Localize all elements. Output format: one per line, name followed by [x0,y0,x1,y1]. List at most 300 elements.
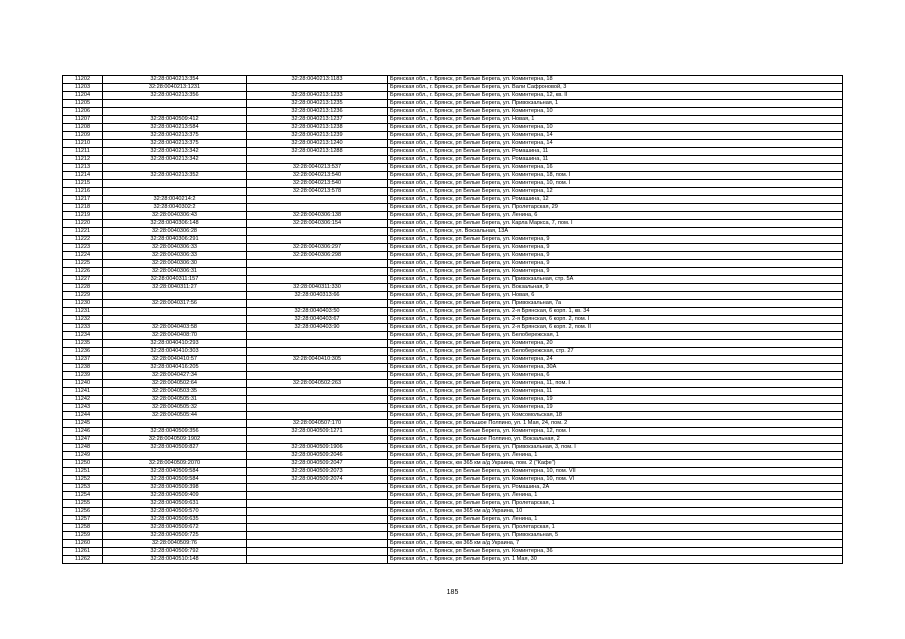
row-number-cell: 11213 [63,164,103,172]
address-cell: Брянская обл., г. Брянск, рп Белые Берега, ул. 1 Мая, 30 [388,556,843,564]
table-row [63,164,843,172]
table-row [63,116,843,124]
cadastral-number-building-cell: 32:28:0040509:2046 [247,452,388,460]
row-number-cell: 11205 [63,100,103,108]
cadastral-number-land-cell: 32:28:0040509:672 [103,524,247,532]
table-row [63,412,843,420]
cadastral-number-building-cell: 32:28:0040213:1236 [247,108,388,116]
cadastral-number-land-cell: 32:28:0040213:1231 [103,84,247,92]
row-number-cell: 11250 [63,460,103,468]
table-row [63,156,843,164]
cadastral-number-building-cell: 32:28:0040213:1239 [247,132,388,140]
cadastral-number-land-cell: 32:28:0040302:2 [103,204,247,212]
cadastral-number-land-cell: 32:28:0040505:32 [103,404,247,412]
table-row [63,516,843,524]
table-row [63,212,843,220]
cadastral-number-building-cell: 32:28:0040306:298 [247,252,388,260]
cadastral-number-land-cell: 32:28:0040213:375 [103,132,247,140]
table-row [63,396,843,404]
address-cell: Брянская обл., г. Брянск, рп Белые Берега, ул. Коминтерна, 12, пом. I [388,428,843,436]
table-row [63,548,843,556]
table-row [63,236,843,244]
address-cell: Брянская обл., г. Брянск, рп Белые Берега, ул. Вокзальная, 9 [388,284,843,292]
address-cell: Брянская обл., г. Брянск, ул. Вокзальная, 13А [388,228,843,236]
cadastral-number-building-cell [247,196,388,204]
row-number-cell: 11215 [63,180,103,188]
row-number-cell: 11241 [63,388,103,396]
cadastral-number-building-cell: 32:28:0040213:540 [247,180,388,188]
address-cell: Брянская обл., г. Брянск, рп Белые Берега, ул. Привокзальная, 5 [388,532,843,540]
cadastral-number-building-cell: 32:28:0040213:1183 [247,76,388,84]
cadastral-number-land-cell: 32:28:0040509:356 [103,428,247,436]
address-cell: Брянская обл., г. Брянск, рп Большое Полпино, ул. 1 Мая, 24, пом. 2 [388,420,843,428]
address-cell: Брянская обл., г. Брянск, рп Белые Берега, ул. Комсомольская, 18 [388,412,843,420]
cadastral-number-land-cell: 32:28:0040416:205 [103,364,247,372]
row-number-cell: 11203 [63,84,103,92]
address-cell: Брянская обл., г. Брянск, рп Белые Берега, ул. Привокзальная, стр. 5А [388,276,843,284]
address-cell: Брянская обл., г. Брянск, рп Белые Берега, ул. Ромашина, 2А [388,484,843,492]
cadastral-number-land-cell: 32:28:0040503:35 [103,388,247,396]
address-cell: Брянская обл., г. Брянск, рп Большое Полпино, ул. Вокзальная, 2 [388,436,843,444]
table-row [63,556,843,564]
address-cell: Брянская обл., г. Брянск, рп Белые Берега, ул. Коминтерна, 10 [388,108,843,116]
cadastral-number-building-cell [247,500,388,508]
cadastral-number-building-cell: 32:28:0040507:170 [247,420,388,428]
row-number-cell: 11237 [63,356,103,364]
table-row [63,220,843,228]
cadastral-number-building-cell [247,332,388,340]
table-row [63,332,843,340]
row-number-cell: 11207 [63,116,103,124]
table-row [63,92,843,100]
cadastral-number-land-cell: 32:28:0040509:412 [103,116,247,124]
table-row [63,316,843,324]
row-number-cell: 11252 [63,476,103,484]
cadastral-number-building-cell [247,84,388,92]
row-number-cell: 11226 [63,268,103,276]
table-row [63,188,843,196]
address-cell: Брянская обл., г. Брянск, рп Белые Берега, ул. Коминтерна, 9 [388,244,843,252]
cadastral-number-building-cell [247,276,388,284]
table-row [63,292,843,300]
table-row [63,460,843,468]
cadastral-number-land-cell: 32:28:0040213:342 [103,148,247,156]
cadastral-number-land-cell: 32:28:0040213:584 [103,124,247,132]
table-row [63,340,843,348]
cadastral-number-land-cell: 32:28:0040509:409 [103,492,247,500]
table-row [63,276,843,284]
table-row [63,372,843,380]
row-number-cell: 11256 [63,508,103,516]
cadastral-number-building-cell [247,556,388,564]
cadastral-number-land-cell: 32:28:0040306:28 [103,228,247,236]
cadastral-number-land-cell: 32:28:0040509:827 [103,444,247,452]
cadastral-number-building-cell [247,364,388,372]
address-cell: Брянская обл., г. Брянск, рп Белые Берега, ул. Коминтерна, 18 [388,76,843,84]
cadastral-number-land-cell: 32:28:0040410:303 [103,348,247,356]
cadastral-number-land-cell: 32:28:0040306:148 [103,220,247,228]
cadastral-number-land-cell [103,100,247,108]
row-number-cell: 11223 [63,244,103,252]
table-row [63,356,843,364]
row-number-cell: 11230 [63,300,103,308]
table-row [63,524,843,532]
row-number-cell: 11246 [63,428,103,436]
cadastral-number-building-cell [247,436,388,444]
row-number-cell: 11218 [63,204,103,212]
row-number-cell: 11260 [63,540,103,548]
cadastral-number-land-cell [103,180,247,188]
table-row [63,228,843,236]
address-cell: Брянская обл., г. Брянск, рп Белые Берега, ул. Коминтерна, 10, пом. I [388,180,843,188]
table-row [63,244,843,252]
table-row [63,180,843,188]
cadastral-number-building-cell: 32:28:0040306:297 [247,244,388,252]
address-cell: Брянская обл., г. Брянск, рп Белые Берега, ул. Коминтерна, 10, пом. VI [388,476,843,484]
cadastral-number-land-cell: 32:28:0040510:148 [103,556,247,564]
cadastral-number-land-cell: 32:28:0040505:44 [103,412,247,420]
cadastral-number-building-cell: 32:28:0040509:2073 [247,468,388,476]
table-row [63,420,843,428]
cadastral-number-building-cell: 32:28:0040311:330 [247,284,388,292]
row-number-cell: 11248 [63,444,103,452]
address-cell: Брянская обл., г. Брянск, рп Белые Берега, ул. Коминтерна, 12, кв. II [388,92,843,100]
row-number-cell: 11234 [63,332,103,340]
address-cell: Брянская обл., г. Брянск, рп Белые Берега, ул. 2-я Брянская, 6 корп. 1, кв. 34 [388,308,843,316]
row-number-cell: 11231 [63,308,103,316]
cadastral-number-building-cell [247,516,388,524]
cadastral-number-building-cell: 32:28:0040213:1288 [247,148,388,156]
table-row [63,476,843,484]
page-number: 185 [446,589,459,596]
cadastral-number-building-cell: 32:28:0040509:2074 [247,476,388,484]
table-row [63,300,843,308]
cadastral-number-land-cell: 32:28:0040213:352 [103,172,247,180]
table-row [63,540,843,548]
table-row [63,388,843,396]
cadastral-number-land-cell: 32:28:0040509:584 [103,476,247,484]
address-cell: Брянская обл., г. Брянск, рп Белые Берега, ул. Коминтерна, 10, пом. VII [388,468,843,476]
cadastral-number-land-cell [103,308,247,316]
address-cell: Брянская обл., г. Брянск, рп Белые Берега, ул. Белобережская, 1 [388,332,843,340]
row-number-cell: 11261 [63,548,103,556]
table-row [63,252,843,260]
table-row [63,76,843,84]
row-number-cell: 11222 [63,236,103,244]
address-cell: Брянская обл., г. Брянск, рп Белые Берега, ул. Белобережская, стр. 27 [388,348,843,356]
cadastral-number-building-cell: 32:28:0040502:263 [247,380,388,388]
cadastral-number-building-cell [247,404,388,412]
row-number-cell: 11258 [63,524,103,532]
row-number-cell: 11257 [63,516,103,524]
row-number-cell: 11254 [63,492,103,500]
cadastral-number-building-cell [247,340,388,348]
address-cell: Брянская обл., г. Брянск, рп Белые Берега, ул. Новая, 6 [388,292,843,300]
cadastral-number-building-cell [247,348,388,356]
table-row [63,348,843,356]
table-row [63,196,843,204]
table-row [63,428,843,436]
address-cell: Брянская обл., г. Брянск, рп Белые Берега, ул. Новая, 1 [388,116,843,124]
cadastral-number-land-cell: 32:28:0040509:635 [103,516,247,524]
address-cell: Брянская обл., г. Брянск, рп Белые Берега, ул. Коминтерна, 12 [388,188,843,196]
address-cell: Брянская обл., г. Брянск, рп Белые Берега, ул. Коминтерна, 18, пом. I [388,172,843,180]
row-number-cell: 11209 [63,132,103,140]
cadastral-number-building-cell: 32:28:0040213:537 [247,164,388,172]
cadastral-number-land-cell: 32:28:0040213:354 [103,76,247,84]
row-number-cell: 11212 [63,156,103,164]
row-number-cell: 11228 [63,284,103,292]
cadastral-number-building-cell: 32:28:0040213:1233 [247,92,388,100]
cadastral-number-building-cell: 32:28:0040213:1238 [247,124,388,132]
row-number-cell: 11204 [63,92,103,100]
cadastral-number-building-cell [247,508,388,516]
table-row [63,260,843,268]
address-cell: Брянская обл., г. Брянск, рп Белые Берега, ул. Пролетарская, 1 [388,524,843,532]
row-number-cell: 11243 [63,404,103,412]
row-number-cell: 11253 [63,484,103,492]
row-number-cell: 11255 [63,500,103,508]
cadastral-number-building-cell: 32:28:0040509:2047 [247,460,388,468]
cadastral-number-land-cell: 32:28:0040311:157 [103,276,247,284]
row-number-cell: 11229 [63,292,103,300]
cadastral-number-land-cell: 32:28:0040509:584 [103,468,247,476]
row-number-cell: 11259 [63,532,103,540]
address-cell: Брянская обл., г. Брянск, рп Белые Берега, ул. Коминтерна, 19 [388,404,843,412]
cadastral-number-building-cell [247,396,388,404]
row-number-cell: 11249 [63,452,103,460]
cadastral-number-land-cell: 32:28:0040509:792 [103,548,247,556]
table-row [63,508,843,516]
cadastral-number-land-cell: 32:28:0040502:64 [103,380,247,388]
cadastral-number-building-cell [247,492,388,500]
cadastral-number-land-cell: 32:28:0040306:31 [103,268,247,276]
row-number-cell: 11232 [63,316,103,324]
address-cell: Брянская обл., г. Брянск, рп Белые Берега, ул. Коминтерна, 9 [388,260,843,268]
row-number-cell: 11217 [63,196,103,204]
address-cell: Брянская обл., г. Брянск, рп Белые Берега, ул. Ленина, 1 [388,452,843,460]
cadastral-number-land-cell: 32:28:0040509:76 [103,540,247,548]
cadastral-number-building-cell [247,236,388,244]
cadastral-number-building-cell: 32:28:0040306:154 [247,220,388,228]
row-number-cell: 11238 [63,364,103,372]
cadastral-number-land-cell: 32:28:0040311:27 [103,284,247,292]
table-row [63,324,843,332]
cadastral-number-building-cell: 32:28:0040410:305 [247,356,388,364]
row-number-cell: 11219 [63,212,103,220]
address-cell: Брянская обл., г. Брянск, рп Белые Берега, ул. Коминтерна, 36 [388,548,843,556]
address-cell: Брянская обл., г. Брянск, рп Белые Берега, ул. Коминтерна, 30А [388,364,843,372]
cadastral-number-land-cell [103,108,247,116]
row-number-cell: 11244 [63,412,103,420]
address-cell: Брянская обл., г. Брянск, рп Белые Берега, ул. Коминтерна, 14 [388,132,843,140]
cadastral-number-building-cell: 32:28:0040313:66 [247,292,388,300]
address-cell: Брянская обл., г. Брянск, рп Белые Берега, ул. Ленина, 6 [388,212,843,220]
cadastral-number-building-cell: 32:28:0040403:90 [247,324,388,332]
address-cell: Брянская обл., г. Брянск, рп Белые Берега, ул. Привокзальная, 7а [388,300,843,308]
cadastral-number-land-cell: 32:28:0040410:293 [103,340,247,348]
row-number-cell: 11240 [63,380,103,388]
cadastral-number-building-cell: 32:28:0040403:50 [247,308,388,316]
address-cell: Брянская обл., г. Брянск, рп Белые Берега, ул. Ленина, 1 [388,492,843,500]
row-number-cell: 11239 [63,372,103,380]
register-table-body [63,76,843,564]
address-cell: Брянская обл., г. Брянск, рп Белые Берега, ул. Коминтерна, 24 [388,356,843,364]
cadastral-number-land-cell: 32:28:0040213:342 [103,156,247,164]
cadastral-number-land-cell: 32:28:0040306:291 [103,236,247,244]
cadastral-number-land-cell: 32:28:0040408:70 [103,332,247,340]
cadastral-number-land-cell: 32:28:0040427:34 [103,372,247,380]
row-number-cell: 11210 [63,140,103,148]
cadastral-number-land-cell: 32:28:0040509:570 [103,508,247,516]
address-cell: Брянская обл., г. Брянск, рп Белые Берега, ул. Коминтерна, 11 [388,388,843,396]
table-row [63,492,843,500]
cadastral-number-land-cell [103,292,247,300]
table-row [63,124,843,132]
cadastral-number-land-cell: 32:28:0040509:398 [103,484,247,492]
address-cell: Брянская обл., г. Брянск, рп Белые Берега, ул. Карла Маркса, 7, пом. I [388,220,843,228]
address-cell: Брянская обл., г. Брянск, рп Белые Берега, ул. 2-я Брянская, 6 корп. 2, пом. II [388,324,843,332]
row-number-cell: 11233 [63,324,103,332]
address-cell: Брянская обл., г. Брянск, рп Белые Берега, ул. Коминтерна, 14 [388,140,843,148]
address-cell: Брянская обл., г. Брянск, рп Белые Берега, ул. Коминтерна, 9 [388,268,843,276]
row-number-cell: 11202 [63,76,103,84]
cadastral-number-building-cell [247,268,388,276]
cadastral-number-land-cell [103,316,247,324]
address-cell: Брянская обл., г. Брянск, рп Белые Берега, ул. Коминтерна, 6 [388,372,843,380]
address-cell: Брянская обл., г. Брянск, рп Белые Берега, ул. Коминтерна, 19 [388,396,843,404]
register-table [62,75,843,564]
cadastral-number-land-cell: 32:28:0040306:33 [103,244,247,252]
cadastral-number-building-cell: 32:28:0040509:1271 [247,428,388,436]
cadastral-number-building-cell: 32:28:0040306:138 [247,212,388,220]
cadastral-number-land-cell: 32:28:0040509:1902 [103,436,247,444]
table-row [63,500,843,508]
address-cell: Брянская обл., г. Брянск, рп Белые Берега, ул. Привокзальная, 1 [388,100,843,108]
cadastral-number-land-cell: 32:28:0040213:356 [103,92,247,100]
table-row [63,284,843,292]
cadastral-number-building-cell: 32:28:0040213:578 [247,188,388,196]
table-row [63,108,843,116]
cadastral-number-building-cell [247,484,388,492]
table-row [63,404,843,412]
address-cell: Брянская обл., г. Брянск, км 365 км а/д Украина, пом. 2 ("Кафе") [388,460,843,468]
cadastral-number-land-cell [103,452,247,460]
cadastral-number-building-cell [247,532,388,540]
row-number-cell: 11245 [63,420,103,428]
row-number-cell: 11242 [63,396,103,404]
table-row [63,452,843,460]
cadastral-number-land-cell: 32:28:0040317:56 [103,300,247,308]
cadastral-number-land-cell: 32:28:0040505:31 [103,396,247,404]
table-row [63,444,843,452]
cadastral-number-building-cell [247,388,388,396]
cadastral-number-land-cell: 32:28:0040214:2 [103,196,247,204]
address-cell: Брянская обл., г. Брянск, рп Белые Берега, ул. Ромашина, 11 [388,148,843,156]
address-cell: Брянская обл., г. Брянск, рп Белые Берега, ул. Ромашина, 12 [388,196,843,204]
row-number-cell: 11262 [63,556,103,564]
table-row [63,436,843,444]
row-number-cell: 11211 [63,148,103,156]
cadastral-number-building-cell [247,156,388,164]
address-cell: Брянская обл., г. Брянск, км 365 км а/д Украина, 10 [388,508,843,516]
row-number-cell: 11214 [63,172,103,180]
table-row [63,204,843,212]
address-cell: Брянская обл., г. Брянск, рп Белые Берега, ул. Коминтерна, 10 [388,124,843,132]
row-number-cell: 11227 [63,276,103,284]
table-row [63,172,843,180]
table-row [63,380,843,388]
address-cell: Брянская обл., г. Брянск, рп Белые Берега, ул. Коминтерна, 9 [388,252,843,260]
cadastral-number-land-cell: 32:28:0040306:33 [103,252,247,260]
cadastral-number-building-cell: 32:28:0040403:67 [247,316,388,324]
cadastral-number-building-cell: 32:28:0040213:1237 [247,116,388,124]
address-cell: Брянская обл., г. Брянск, рп Белые Берега, ул. Пролетарская, 1 [388,500,843,508]
row-number-cell: 11216 [63,188,103,196]
table-row [63,148,843,156]
cadastral-number-land-cell: 32:28:0040509:631 [103,500,247,508]
row-number-cell: 11235 [63,340,103,348]
table-row [63,140,843,148]
row-number-cell: 11224 [63,252,103,260]
row-number-cell: 11206 [63,108,103,116]
address-cell: Брянская обл., г. Брянск, рп Белые Берега, ул. Коминтерна, 20 [388,340,843,348]
cadastral-number-building-cell [247,372,388,380]
address-cell: Брянская обл., г. Брянск, рп Белые Берега, ул. Коминтерна, 11, пом. I [388,380,843,388]
cadastral-number-land-cell: 32:28:0040213:375 [103,140,247,148]
cadastral-number-land-cell: 32:28:0040509:725 [103,532,247,540]
cadastral-number-building-cell [247,540,388,548]
address-cell: Брянская обл., г. Брянск, рп Белые Берега, ул. Коминтерна, 9 [388,236,843,244]
cadastral-number-building-cell: 32:28:0040213:1235 [247,100,388,108]
address-cell: Брянская обл., г. Брянск, рп Белые Берега, ул. 2-я Брянская, 6 корп. 2, пом. I [388,316,843,324]
row-number-cell: 11247 [63,436,103,444]
cadastral-number-land-cell [103,420,247,428]
row-number-cell: 11220 [63,220,103,228]
table-row [63,484,843,492]
table-row [63,532,843,540]
cadastral-number-land-cell [103,188,247,196]
table-row [63,364,843,372]
row-number-cell: 11208 [63,124,103,132]
cadastral-number-building-cell: 32:28:0040509:1906 [247,444,388,452]
cadastral-number-building-cell [247,524,388,532]
cadastral-number-building-cell [247,260,388,268]
cadastral-number-land-cell: 32:28:0040306:43 [103,212,247,220]
cadastral-number-building-cell [247,412,388,420]
address-cell: Брянская обл., г. Брянск, рп Белые Берега, ул. Привокзальная, 3, пом. I [388,444,843,452]
cadastral-number-land-cell: 32:28:0040306:30 [103,260,247,268]
address-cell: Брянская обл., г. Брянск, рп Белые Берега, ул. Ромашина, 11 [388,156,843,164]
row-number-cell: 11225 [63,260,103,268]
table-row [63,268,843,276]
address-cell: Брянская обл., г. Брянск, рп Белые Берега, ул. Ленина, 1 [388,516,843,524]
cadastral-number-building-cell [247,204,388,212]
cadastral-number-land-cell: 32:28:0040509:2070 [103,460,247,468]
address-cell: Брянская обл., г. Брянск, рп Белые Берега, ул. Вали Сафроновой, 3 [388,84,843,92]
row-number-cell: 11251 [63,468,103,476]
cadastral-number-building-cell [247,300,388,308]
address-cell: Брянская обл., г. Брянск, км 365 км а/д Украина, 7 [388,540,843,548]
cadastral-number-land-cell: 32:28:0040403:58 [103,324,247,332]
cadastral-number-building-cell [247,228,388,236]
table-row [63,468,843,476]
table-row [63,100,843,108]
table-row [63,84,843,92]
cadastral-number-building-cell [247,548,388,556]
row-number-cell: 11236 [63,348,103,356]
table-row [63,132,843,140]
